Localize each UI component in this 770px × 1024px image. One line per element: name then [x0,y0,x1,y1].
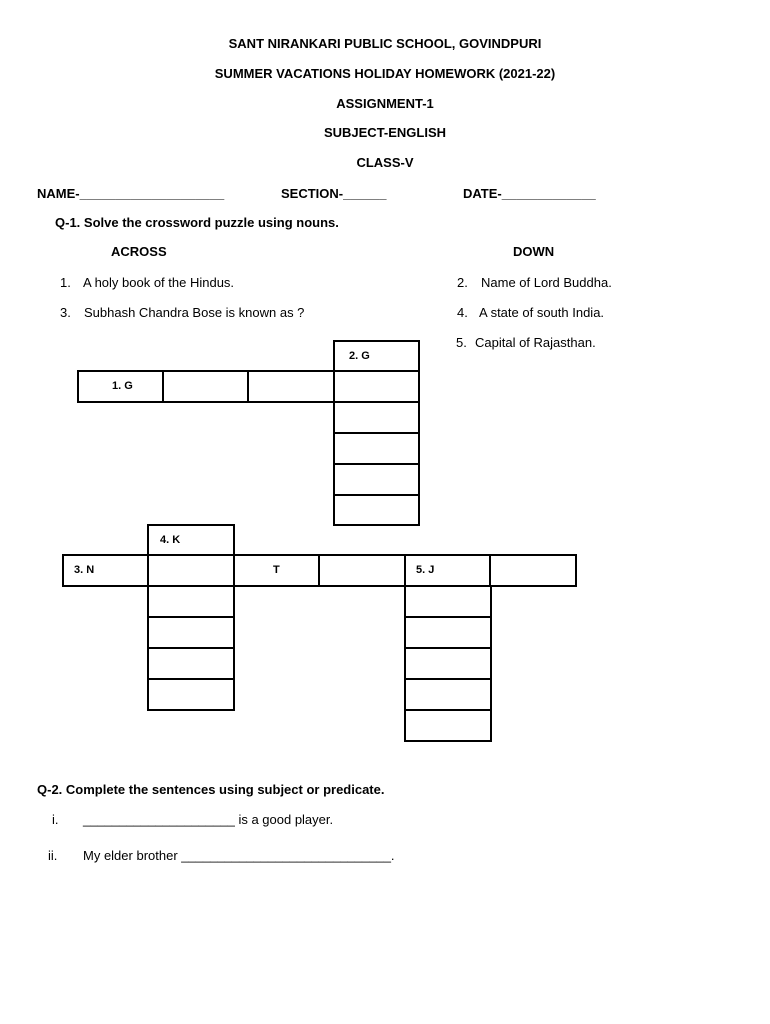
clue-5-number: 5. [456,335,467,350]
clue-4-text: A state of south India. [479,305,605,320]
cell-label-4: 4. K [160,534,181,546]
across-heading: ACROSS [111,244,167,259]
section-field: SECTION-______ [281,186,387,201]
cell-1-3[interactable] [247,370,335,403]
subject-title: SUBJECT-ENGLISH [323,125,447,140]
clue-3-text: Subhash Chandra Bose is known as ? [84,305,305,320]
cell-3-1[interactable] [62,554,150,587]
cell-2-5[interactable] [333,463,420,496]
clue-1-number: 1. [60,275,71,290]
clue-5-text: Capital of Rajasthan. [475,335,596,350]
cell-4-1[interactable] [147,524,235,557]
cell-4-6[interactable] [147,678,235,711]
cell-4-4[interactable] [147,616,235,649]
cell-2-4[interactable] [333,432,420,465]
cell-2-1[interactable] [333,340,420,373]
cell-label-5: 5. J [416,564,435,576]
q1-title: Q-1. Solve the crossword puzzle using nouns. [55,215,339,230]
cell-5-2[interactable] [404,585,492,618]
assignment-title: ASSIGNMENT-1 [336,96,434,111]
cell-5-6[interactable] [404,709,492,742]
down-heading: DOWN [513,244,555,259]
cell-1-2[interactable] [162,370,249,403]
cell-5-5[interactable] [404,678,492,711]
cell-2-2[interactable] [333,370,420,403]
cell-3-2[interactable] [147,554,235,587]
class-title: CLASS-V [356,155,414,170]
cell-label-1: 1. G [112,380,133,392]
name-field: NAME-____________________ [37,186,225,201]
cell-1-1[interactable] [77,370,164,403]
clue-2-number: 2. [457,275,468,290]
cell-label-3: 3. N [74,564,95,576]
cell-2-6[interactable] [333,494,420,526]
clue-4-number: 4. [457,305,468,320]
clue-2-text: Name of Lord Buddha. [481,275,612,290]
q2-title: Q-2. Complete the sentences using subject or predicate. [37,782,385,797]
cell-5-3[interactable] [404,616,492,649]
cell-4-5[interactable] [147,647,235,680]
cell-label-2: 2. G [349,350,370,362]
clue-3-number: 3. [60,305,71,320]
q2-item-1-number: i. [52,812,59,827]
q2-item-2-text: My elder brother _____________________________. [83,848,395,863]
clue-1-text: A holy book of the Hindus. [83,275,235,290]
cell-5-1[interactable] [404,554,492,587]
date-field: DATE-_____________ [463,186,596,201]
q2-item-1-text: _____________________ is a good player. [83,812,334,827]
cell-4-3[interactable] [147,585,235,618]
cell-2-3[interactable] [333,401,420,434]
cell-3-3[interactable] [233,554,321,587]
cell-3-6[interactable] [489,554,577,587]
cell-3-4[interactable] [318,554,406,587]
q2-item-2-number: ii. [48,848,58,863]
cell-letter-t: T [273,564,280,576]
homework-title: SUMMER VACATIONS HOLIDAY HOMEWORK (2021-22) [214,66,556,81]
cell-5-4[interactable] [404,647,492,680]
school-name: SANT NIRANKARI PUBLIC SCHOOL, GOVINDPURI [228,36,542,51]
